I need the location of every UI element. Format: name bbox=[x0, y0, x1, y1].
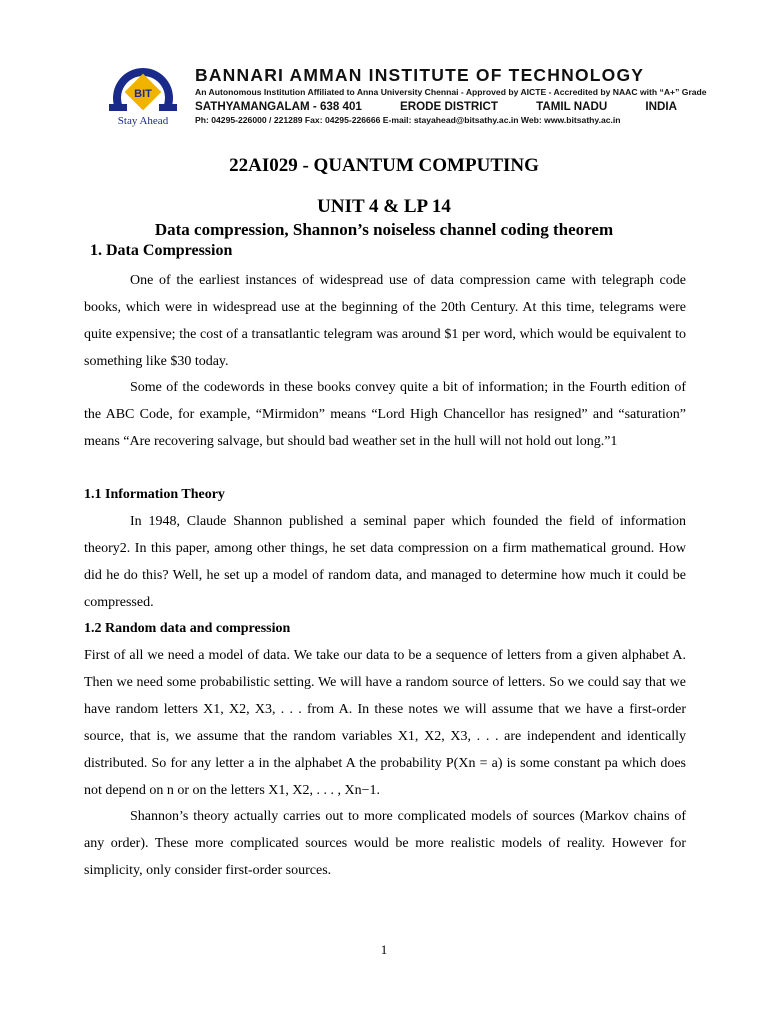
section-1-1-heading: 1.1 Information Theory bbox=[84, 487, 225, 502]
section-1-2-heading: 1.2 Random data and compression bbox=[84, 621, 291, 636]
institution-name: BANNARI AMMAN INSTITUTE OF TECHNOLOGY bbox=[195, 65, 645, 85]
unit-title: UNIT 4 & LP 14 bbox=[317, 196, 451, 217]
institution-affiliation: An Autonomous Institution Affiliated to Anna University Chennai - Approved by AICTE - Accredited by NAAC with “A+” Grade bbox=[195, 87, 707, 97]
institution-contact: Ph: 04295-226000 / 221289 Fax: 04295-226666 E-mail: stayahead@bitsathy.ac.in Web: www.bitsathy.ac.in bbox=[195, 115, 621, 125]
section-1-1-paragraph: In 1948, Claude Shannon published a seminal paper which founded the field of information theory2. In this paper, among other things, he set data compression on a firm mathematical ground. How did he do this? Well, he set up a model of random data, and managed to determine how much it could be compressed. bbox=[84, 514, 686, 610]
address-country: INDIA bbox=[645, 100, 677, 113]
institution-details bbox=[195, 64, 707, 126]
logo-emblem-icon bbox=[105, 64, 181, 116]
address-state: TAMIL NADU bbox=[536, 100, 608, 113]
section-1-paragraph-1: One of the earliest instances of widespread use of data compression came with telegraph code books, which were in widespread use at the beginning of the 20th Century. At this time, telegrams were quite expensive; the cost of a transatlantic telegram was around $1 per word, which would be equivalent to something like $30 today. bbox=[84, 273, 686, 369]
topic-title: Data compression, Shannon’s noiseless channel coding theorem bbox=[154, 220, 614, 239]
section-1-heading: 1. Data Compression bbox=[90, 242, 233, 259]
section-1-2-paragraph-2: Shannon’s theory actually carries out to more complicated models of sources (Markov chains of any order). These more complicated sources would be more realistic models of reality. However for simplicity, only consider first-order sources. bbox=[84, 809, 686, 878]
institution-address bbox=[195, 98, 677, 115]
letterhead bbox=[103, 64, 707, 134]
course-title: 22AI029 - QUANTUM COMPUTING bbox=[229, 155, 539, 176]
section-1-2-paragraph-1: First of all we need a model of data. We take our data to be a sequence of letters from a given alphabet A. Then we need some probabilistic setting. We will have a random source of letters. So we could say that we have random letters X1, X2, X3, . . . from A. In these notes we will assume that we have a first-order source, that is, we assume that the random variables X1, X2, X3, . . . are independent and identically distributed. So for any letter a in the alphabet A the probability P(Xn = a) is some constant pa which does not depend on n or on the letters X1, X2, . . . , Xn−1. bbox=[84, 648, 686, 798]
section-1-paragraph-2: Some of the codewords in these books convey quite a bit of information; in the Fourth edition of the ABC Code, for example, “Mirmidon” means “Lord High Chancellor has resigned” and “saturation” means “Are recovering salvage, but should bad weather set in the hull will not hold out long.”1 bbox=[84, 380, 686, 449]
logo-monogram: BIT bbox=[134, 88, 152, 100]
address-district: ERODE DISTRICT bbox=[400, 100, 498, 113]
institution-logo bbox=[103, 64, 183, 130]
logo-tagline: Stay Ahead bbox=[117, 115, 169, 127]
page-number: 1 bbox=[380, 942, 388, 957]
address-town: SATHYAMANGALAM - 638 401 bbox=[195, 100, 362, 113]
